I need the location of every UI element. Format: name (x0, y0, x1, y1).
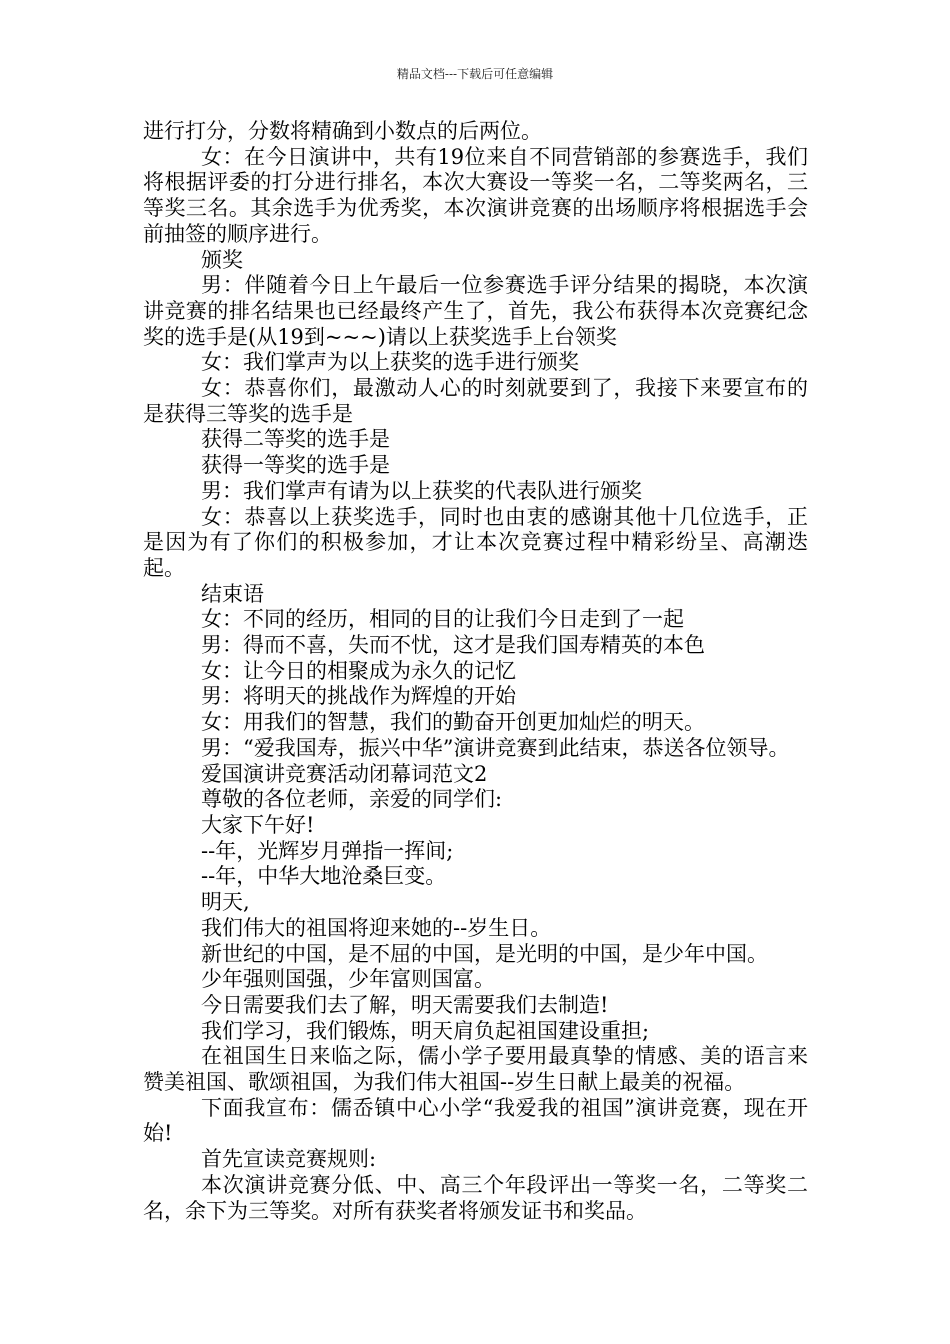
paragraph: 本次演讲竞赛分低、中、高三个年段评出一等奖一名，二等奖二名，余下为三等奖。对所有获奖者将颁发证书和奖品。 (143, 1172, 808, 1223)
paragraph: 女：让今日的相聚成为永久的记忆 (201, 658, 516, 683)
paragraph: 今日需要我们去了解，明天需要我们去制造! (201, 992, 609, 1017)
paragraph: 我们学习，我们锻炼，明天肩负起祖国建设重担; (201, 1018, 650, 1043)
paragraph: 男：得而不喜，失而不忧，这才是我们国寿精英的本色 (201, 633, 705, 658)
paragraph: 获得二等奖的选手是 (201, 427, 390, 452)
paragraph: 下面我宣布：儒岙镇中心小学“我爱我的祖国”演讲竞赛，现在开始! (143, 1095, 808, 1146)
document-body (143, 119, 808, 1224)
paragraph: 首先宣读竞赛规则: (201, 1147, 377, 1172)
paragraph: 男：“爱我国寿，振兴中华”演讲竞赛到此结束，恭送各位领导。 (201, 735, 790, 760)
paragraph: 进行打分，分数将精确到小数点的后两位。 (143, 119, 542, 143)
paragraph: 女：用我们的智慧，我们的勤奋开创更加灿烂的明天。 (201, 710, 705, 735)
paragraph: 女：在今日演讲中，共有19位来自不同营销部的参赛选手，我们将根据评委的打分进行排名，本次大赛设一等奖一名，二等奖两名，三等奖三名。其余选手为优秀奖，本次演讲竞赛的出场顺序将根据选手会前抽签的顺序进行。 (143, 144, 808, 246)
paragraph: 获得一等奖的选手是 (201, 453, 390, 478)
paragraph: 尊敬的各位老师，亲爱的同学们: (201, 787, 503, 812)
paragraph: 明天, (201, 890, 250, 915)
paragraph: 在祖国生日来临之际，儒小学子要用最真挚的情感、美的语言来赞美祖国、歌颂祖国，为我们伟大祖国--岁生日献上最美的祝福。 (143, 1044, 808, 1095)
page-header: 精品文档---下载后可任意编辑 (396, 67, 554, 81)
paragraph: 男：将明天的挑战作为辉煌的开始 (201, 684, 516, 709)
paragraph: --年，光辉岁月弹指一挥间; (201, 838, 454, 863)
paragraph: --年，中华大地沧桑巨变。 (201, 864, 447, 889)
section-heading: 结束语 (201, 581, 264, 606)
paragraph: 大家下午好! (201, 812, 315, 837)
section-heading: 爱国演讲竞赛活动闭幕词范文2 (201, 761, 488, 786)
paragraph: 男：伴随着今日上午最后一位参赛选手评分结果的揭晓，本次演讲竞赛的排名结果也已经最终产生了，首先，我公布获得本次竞赛纪念奖的选手是(从19到~~~)请以上获奖选手上台领奖 (143, 273, 808, 349)
paragraph: 少年强则国强，少年富则国富。 (201, 967, 495, 992)
paragraph: 女：恭喜你们，最激动人心的时刻就要到了，我接下来要宣布的是获得三等奖的选手是 (143, 376, 808, 426)
paragraph: 男：我们掌声有请为以上获奖的代表队进行颁奖 (201, 478, 642, 503)
paragraph: 女：不同的经历，相同的目的让我们今日走到了一起 (201, 607, 684, 632)
paragraph: 我们伟大的祖国将迎来她的--岁生日。 (201, 915, 552, 940)
paragraph: 女：恭喜以上获奖选手，同时也由衷的感谢其他十几位选手，正是因为有了你们的积极参加，才让本次竞赛过程中精彩纷呈、高潮迭起。 (143, 504, 808, 580)
paragraph: 新世纪的中国，是不屈的中国，是光明的中国，是少年中国。 (201, 941, 768, 966)
paragraph: 女：我们掌声为以上获奖的选手进行颁奖 (201, 350, 579, 375)
section-heading: 颁奖 (201, 247, 243, 272)
